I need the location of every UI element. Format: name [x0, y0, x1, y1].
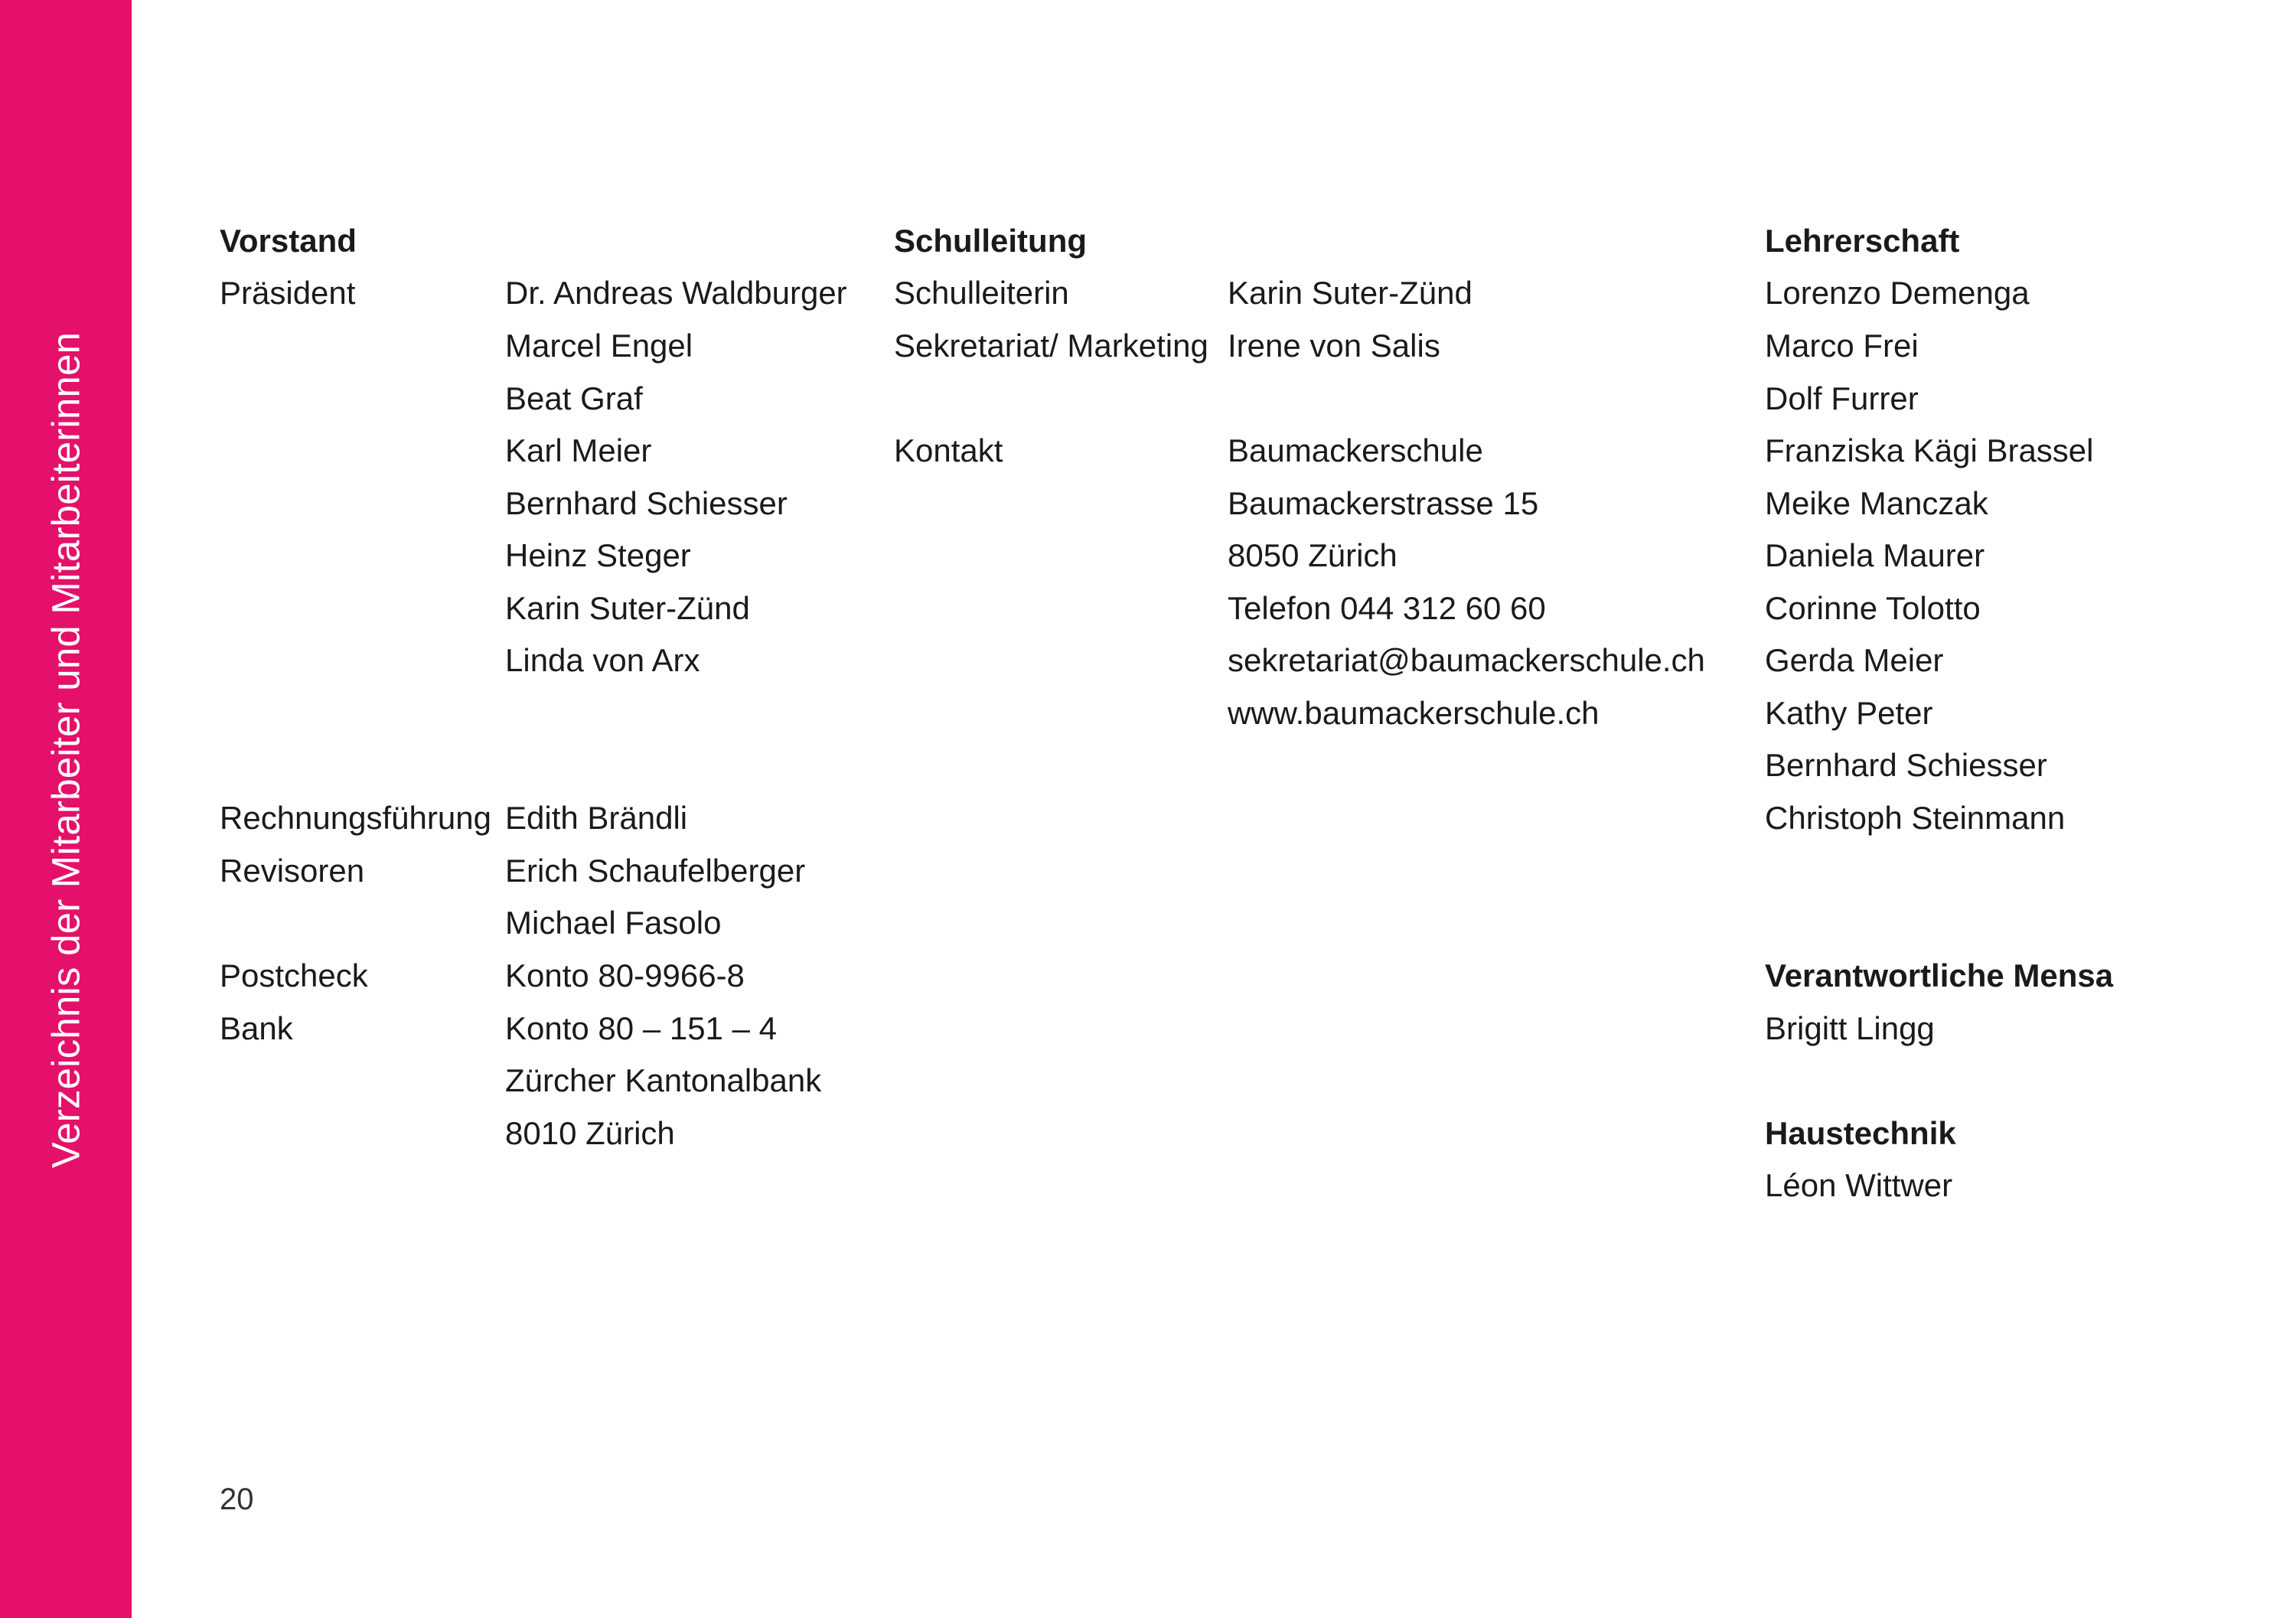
teacher-name: Lorenzo Demenga	[1765, 275, 2030, 311]
vorstand-heading: Vorstand	[220, 223, 357, 259]
kontakt-email: sekretariat@baumackerschule.ch	[1228, 642, 1705, 678]
sekretariat-label: Sekretariat/ Marketing	[894, 328, 1208, 364]
teacher-name: Kathy Peter	[1765, 695, 1933, 731]
teacher-name: Gerda Meier	[1765, 642, 1944, 678]
vorstand-member: Beat Graf	[505, 380, 643, 416]
vorstand-member: Dr. Andreas Waldburger	[505, 275, 847, 311]
bank-label: Bank	[220, 1010, 293, 1046]
kontakt-line: 8050 Zürich	[1228, 537, 1397, 573]
rechnungsfuehrung-value: Edith Brändli	[505, 800, 688, 836]
sekretariat-value: Irene von Salis	[1228, 328, 1440, 364]
schulleiterin-value: Karin Suter-Zünd	[1228, 275, 1473, 311]
vorstand-member: Bernhard Schiesser	[505, 485, 788, 521]
side-bar	[0, 0, 132, 1618]
teacher-name: Corinne Tolotto	[1765, 590, 1981, 626]
praesident-label: Präsident	[220, 275, 356, 311]
rechnungsfuehrung-label: Rechnungsführung	[220, 800, 491, 836]
kontakt-website: www.baumackerschule.ch	[1228, 695, 1600, 731]
bank-line: 8010 Zürich	[505, 1115, 675, 1151]
mensa-name: Brigitt Lingg	[1765, 1010, 1935, 1046]
revisor-name: Michael Fasolo	[505, 905, 722, 941]
vorstand-member: Marcel Engel	[505, 328, 693, 364]
teacher-name: Bernhard Schiesser	[1765, 747, 2047, 783]
teacher-name: Marco Frei	[1765, 328, 1919, 364]
lehrerschaft-heading: Lehrerschaft	[1765, 223, 1960, 259]
vorstand-member: Karl Meier	[505, 432, 652, 468]
haustechnik-heading: Haustechnik	[1765, 1115, 1956, 1151]
vorstand-member: Heinz Steger	[505, 537, 691, 573]
side-title: Verzeichnis der Mitarbeiter und Mitarbeiterinnen	[44, 331, 88, 1169]
vorstand-member: Linda von Arx	[505, 642, 700, 678]
revisor-name: Erich Schaufelberger	[505, 853, 806, 889]
mensa-heading: Verantwortliche Mensa	[1765, 957, 2114, 993]
teacher-name: Christoph Steinmann	[1765, 800, 2066, 836]
vorstand-member: Karin Suter-Zünd	[505, 590, 750, 626]
teacher-name: Franziska Kägi Brassel	[1765, 432, 2094, 468]
kontakt-line: Baumackerschule	[1228, 432, 1483, 468]
schulleitung-heading: Schulleitung	[894, 223, 1087, 259]
schulleiterin-label: Schulleiterin	[894, 275, 1069, 311]
bank-line: Zürcher Kantonalbank	[505, 1062, 822, 1098]
postcheck-label: Postcheck	[220, 957, 368, 993]
postcheck-value: Konto 80-9966-8	[505, 957, 745, 993]
haustechnik-name: Léon Wittwer	[1765, 1167, 1953, 1203]
revisoren-label: Revisoren	[220, 853, 365, 889]
bank-line: Konto 80 – 151 – 4	[505, 1010, 777, 1046]
kontakt-label: Kontakt	[894, 432, 1003, 468]
kontakt-line: Telefon 044 312 60 60	[1228, 590, 1546, 626]
teacher-name: Daniela Maurer	[1765, 537, 1985, 573]
teacher-name: Meike Manczak	[1765, 485, 1988, 521]
kontakt-line: Baumackerstrasse 15	[1228, 485, 1539, 521]
teacher-name: Dolf Furrer	[1765, 380, 1919, 416]
page-number: 20	[220, 1483, 254, 1516]
